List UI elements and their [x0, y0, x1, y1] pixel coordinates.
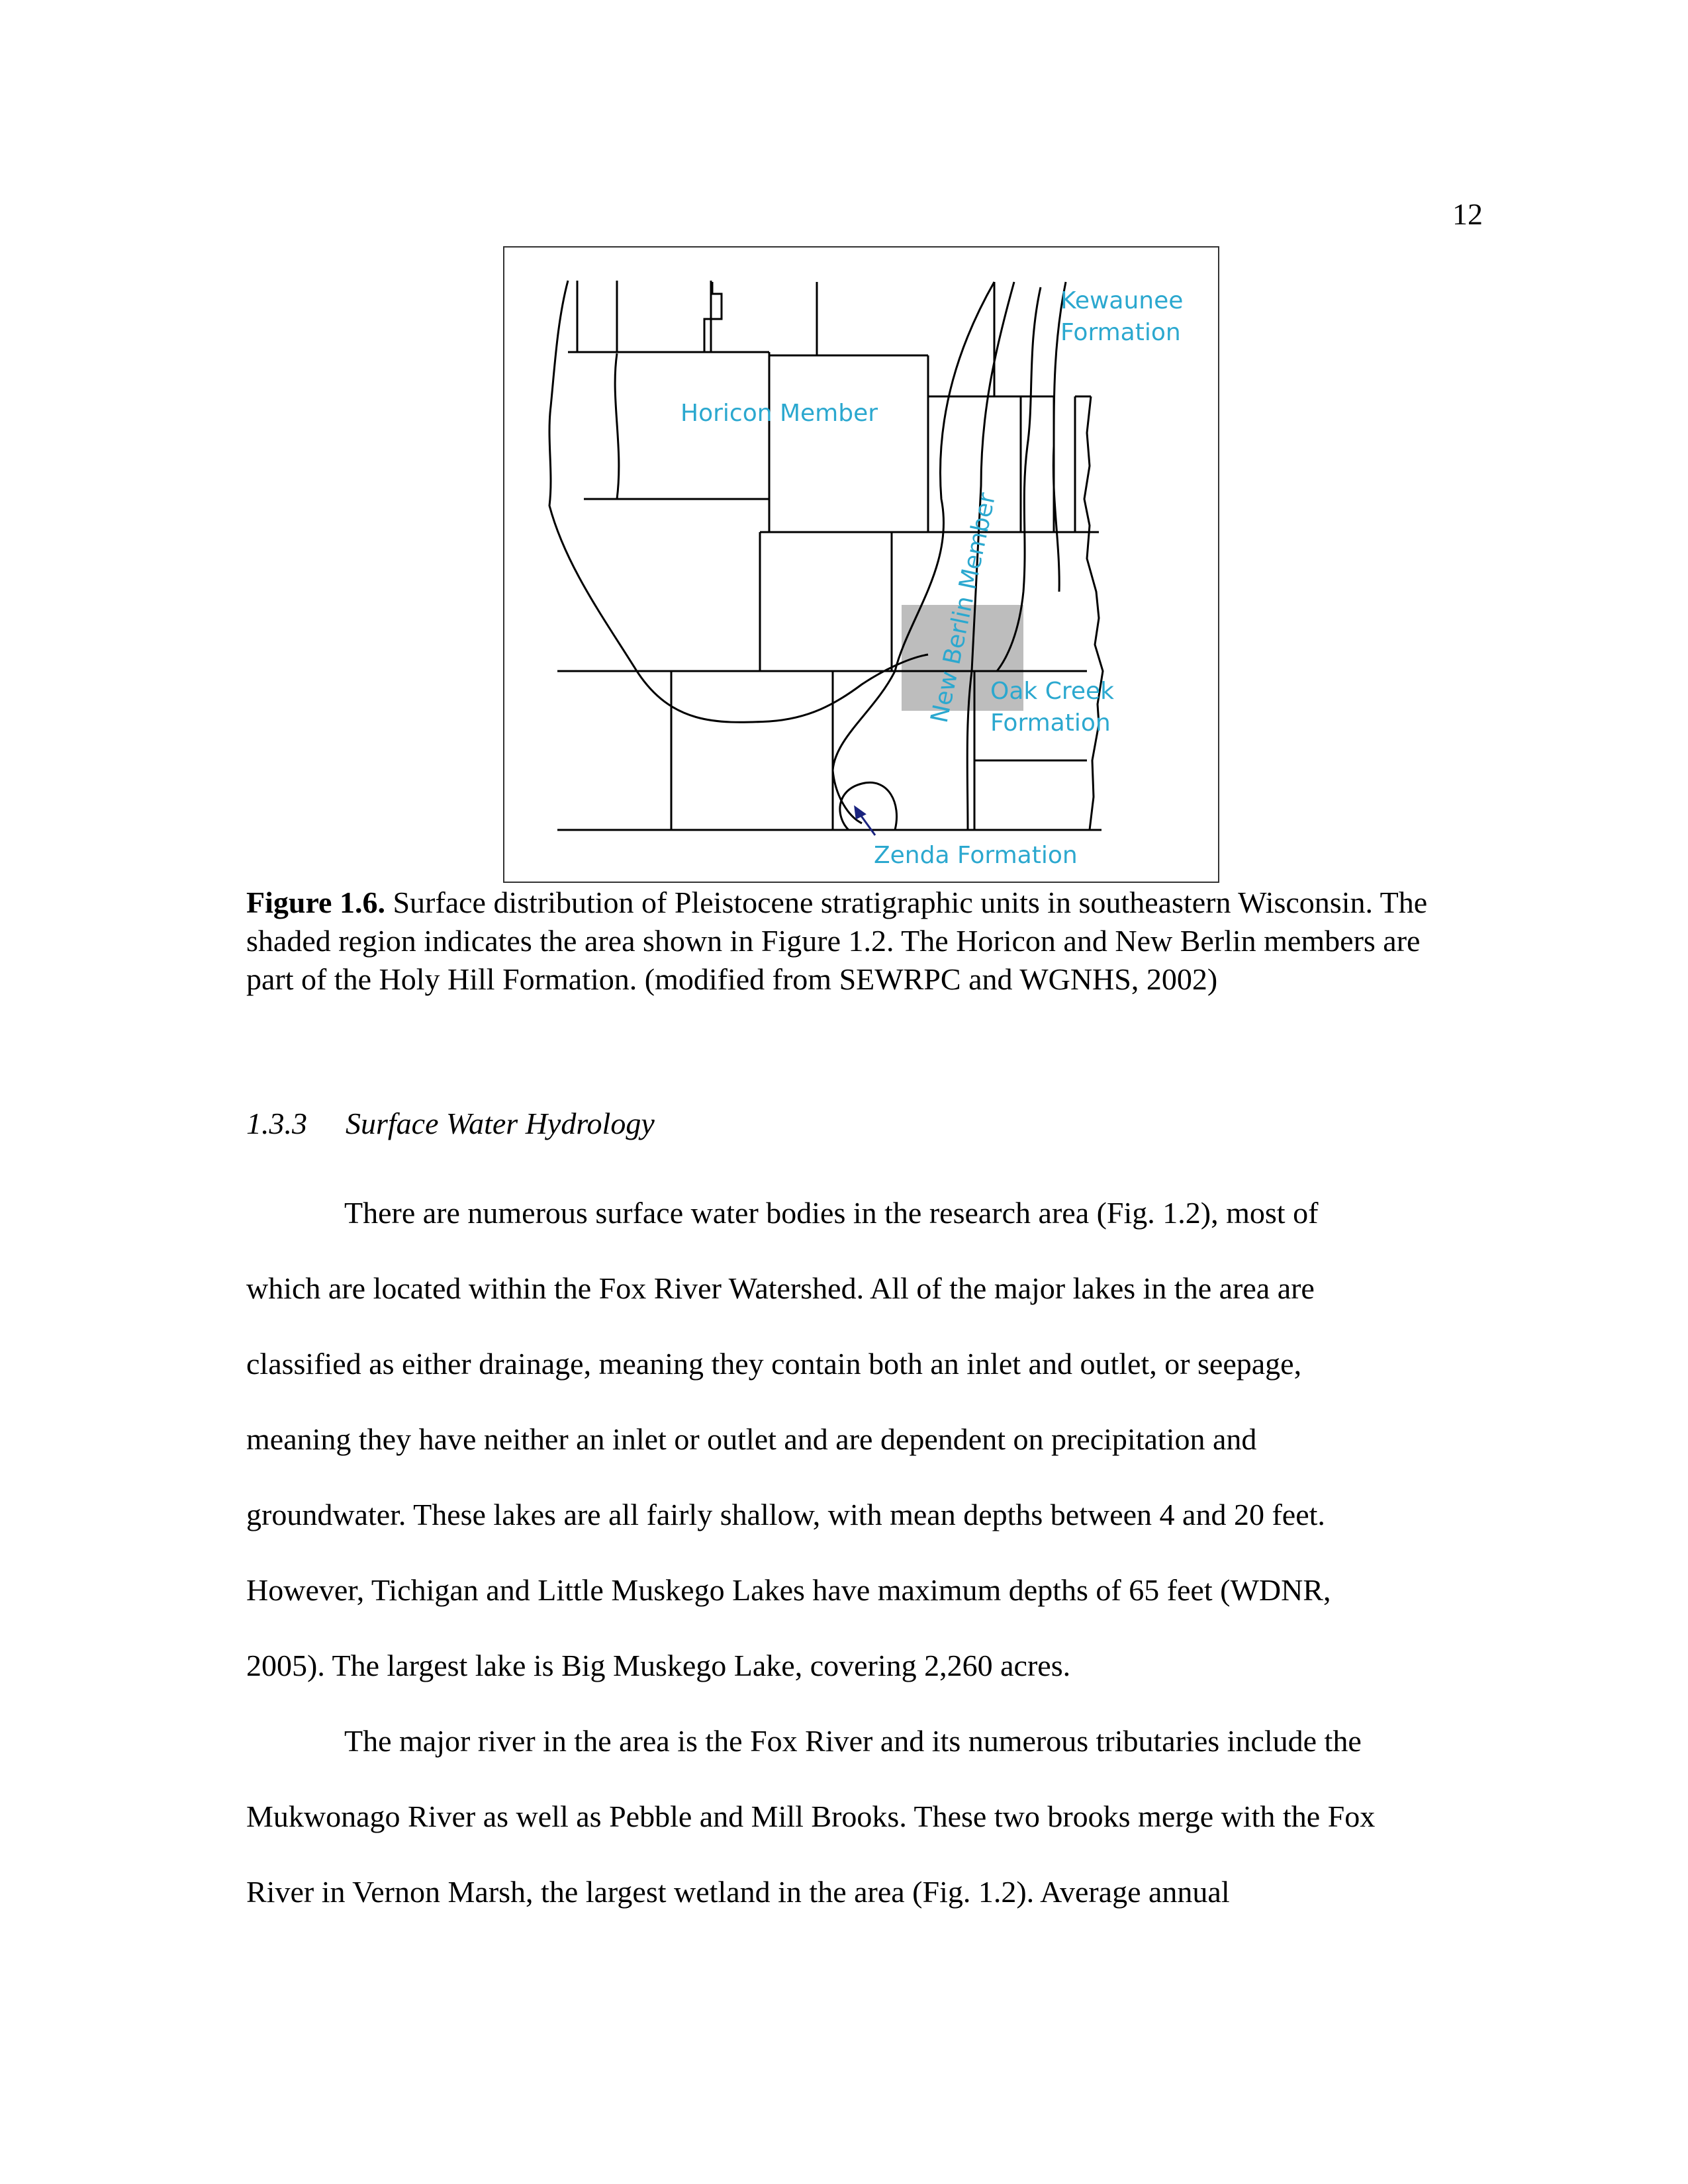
paragraph-2 [246, 1704, 1477, 1930]
stratigraphic-map [504, 248, 1218, 882]
paragraph-line: groundwater. These lakes are all fairly shallow, with mean depths between 4 and 20 feet. [246, 1498, 1325, 1531]
figure-caption [246, 884, 1471, 999]
label-zenda: Zenda Formation [874, 842, 1078, 869]
figure-caption-label: Figure 1.6. [246, 886, 385, 919]
paragraph-line: Mukwonago River as well as Pebble and Mill Brooks. These two brooks merge with the Fox [246, 1799, 1376, 1833]
paragraph-line: There are numerous surface water bodies in the research area (Fig. 1.2), most of [344, 1196, 1319, 1230]
section-heading [246, 1105, 655, 1142]
label-oak-creek-1: Oak Creek [990, 678, 1114, 705]
paragraph-line: The major river in the area is the Fox River and its numerous tributaries include the [344, 1724, 1362, 1758]
label-horicon: Horicon Member [680, 400, 878, 427]
paragraph-line: meaning they have neither an inlet or outlet and are dependent on precipitation and [246, 1422, 1257, 1456]
page-number: 12 [1452, 197, 1483, 231]
label-kewaunee-1: Kewaunee [1060, 287, 1184, 314]
label-new-berlin: New Berlin Member [925, 490, 1002, 725]
label-oak-creek-2: Formation [990, 709, 1111, 737]
paragraph-line: However, Tichigan and Little Muskego Lakes have maximum depths of 65 feet (WDNR, [246, 1573, 1331, 1607]
figure-caption-text: Surface distribution of Pleistocene stratigraphic units in southeastern Wisconsin. The shaded region indicates the area shown in Figure 1.2. The Horicon and New Berlin members are part of the Holy Hill Formation. (modified from SEWRPC and WGNHS, 2002) [246, 886, 1428, 996]
figure-map [503, 246, 1219, 883]
paragraph-1 [246, 1175, 1477, 1704]
section-number: 1.3.3 [246, 1107, 307, 1140]
section-title: Surface Water Hydrology [346, 1107, 655, 1140]
paragraph-line: which are located within the Fox River Watershed. All of the major lakes in the area are [246, 1271, 1315, 1305]
label-kewaunee-2: Formation [1060, 319, 1181, 346]
paragraph-line: River in Vernon Marsh, the largest wetland in the area (Fig. 1.2). Average annual [246, 1875, 1230, 1909]
paragraph-line: 2005). The largest lake is Big Muskego Lake, covering 2,260 acres. [246, 1649, 1071, 1682]
county-boundaries [557, 281, 1103, 830]
paragraph-line: classified as either drainage, meaning they contain both an inlet and outlet, or seepage, [246, 1347, 1302, 1381]
